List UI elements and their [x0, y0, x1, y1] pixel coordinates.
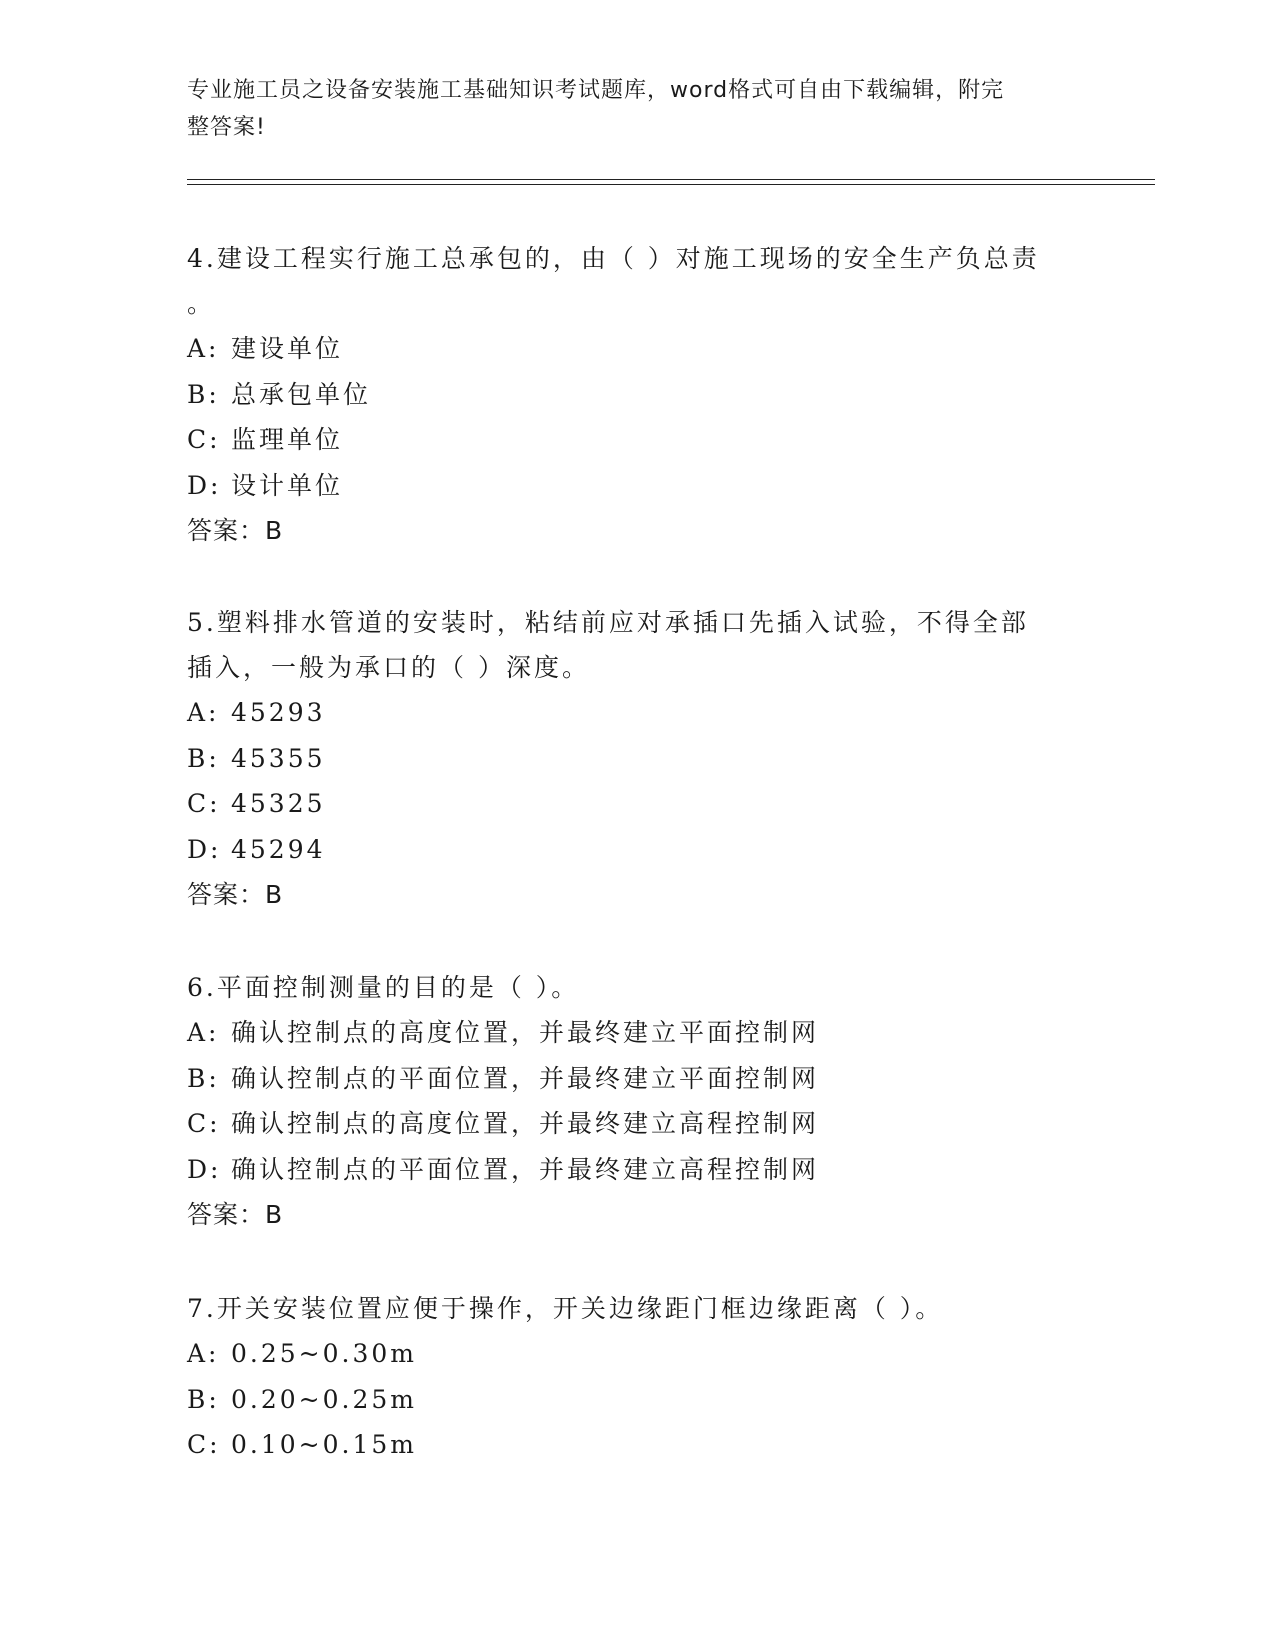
question-4 [187, 236, 1087, 553]
question-stem-line: 4.建设工程实行施工总承包的，由（ ）对施工现场的安全生产负总责 [187, 244, 1040, 273]
question-stem-line: 插入，一般为承口的（ ）深度。 [187, 653, 590, 682]
answer-line: 答案：B [187, 1200, 284, 1229]
option-d [187, 1147, 1087, 1193]
option-a [187, 1331, 1087, 1377]
header-line-2: 整答案! [187, 115, 266, 140]
option-key: C: [187, 1109, 221, 1138]
answer-line: 答案：B [187, 516, 284, 545]
option-key: A: [187, 1339, 220, 1368]
option-key: A: [187, 1018, 220, 1047]
question-stem-line: 。 [187, 289, 216, 318]
question-stem-line: 7.开关安装位置应便于操作，开关边缘距门框边缘距离（ ）。 [187, 1294, 944, 1323]
option-key: C: [187, 1430, 221, 1459]
option-text: 监理单位 [231, 425, 344, 454]
option-key: B: [187, 1384, 220, 1414]
option-text: 确认控制点的高度位置，并最终建立平面控制网 [231, 1018, 820, 1047]
option-c [187, 417, 1087, 463]
option-text: 45293 [231, 698, 326, 727]
option-key: A: [187, 334, 220, 363]
document-header [187, 72, 1067, 146]
option-c [187, 1422, 1087, 1468]
option-a [187, 1010, 1087, 1056]
option-text: 总承包单位 [231, 379, 372, 409]
question-6 [187, 965, 1087, 1237]
option-a [187, 326, 1087, 372]
option-text: 0.20~0.25m [231, 1384, 417, 1414]
option-text: 确认控制点的平面位置，并最终建立平面控制网 [231, 1063, 820, 1093]
option-key: C: [187, 789, 221, 818]
option-text: 确认控制点的平面位置，并最终建立高程控制网 [231, 1154, 820, 1184]
question-stem-line: 6.平面控制测量的目的是（ ）。 [187, 973, 580, 1002]
answer-line: 答案：B [187, 880, 284, 909]
option-text: 45325 [231, 789, 326, 818]
option-key: D: [187, 1154, 222, 1184]
option-key: B: [187, 379, 220, 409]
option-text: 45355 [231, 743, 326, 773]
question-stem-line: 5.塑料排水管道的安装时，粘结前应对承插口先插入试验，不得全部 [187, 608, 1029, 637]
option-d [187, 827, 1087, 873]
option-text: 0.25~0.30m [231, 1339, 417, 1368]
header-divider-top [187, 179, 1155, 180]
option-text: 建设单位 [231, 334, 344, 363]
option-key: B: [187, 1063, 220, 1093]
option-text: 45294 [231, 834, 326, 864]
option-b [187, 1377, 1087, 1423]
option-b [187, 736, 1087, 782]
option-a [187, 690, 1087, 736]
header-line-1: 专业施工员之设备安装施工基础知识考试题库，word格式可自由下载编辑，附完 [187, 78, 1005, 103]
option-text: 0.10~0.15m [231, 1430, 417, 1459]
question-5 [187, 600, 1087, 917]
option-key: B: [187, 743, 220, 773]
option-c [187, 781, 1087, 827]
option-text: 确认控制点的高度位置，并最终建立高程控制网 [231, 1109, 820, 1138]
option-key: C: [187, 425, 221, 454]
option-key: D: [187, 470, 222, 500]
option-d [187, 463, 1087, 509]
option-b [187, 1056, 1087, 1102]
option-c [187, 1101, 1087, 1147]
option-key: A: [187, 698, 220, 727]
question-7 [187, 1286, 1087, 1468]
option-key: D: [187, 834, 222, 864]
header-divider-bottom [187, 184, 1155, 185]
option-b [187, 372, 1087, 418]
option-text: 设计单位 [231, 470, 344, 500]
